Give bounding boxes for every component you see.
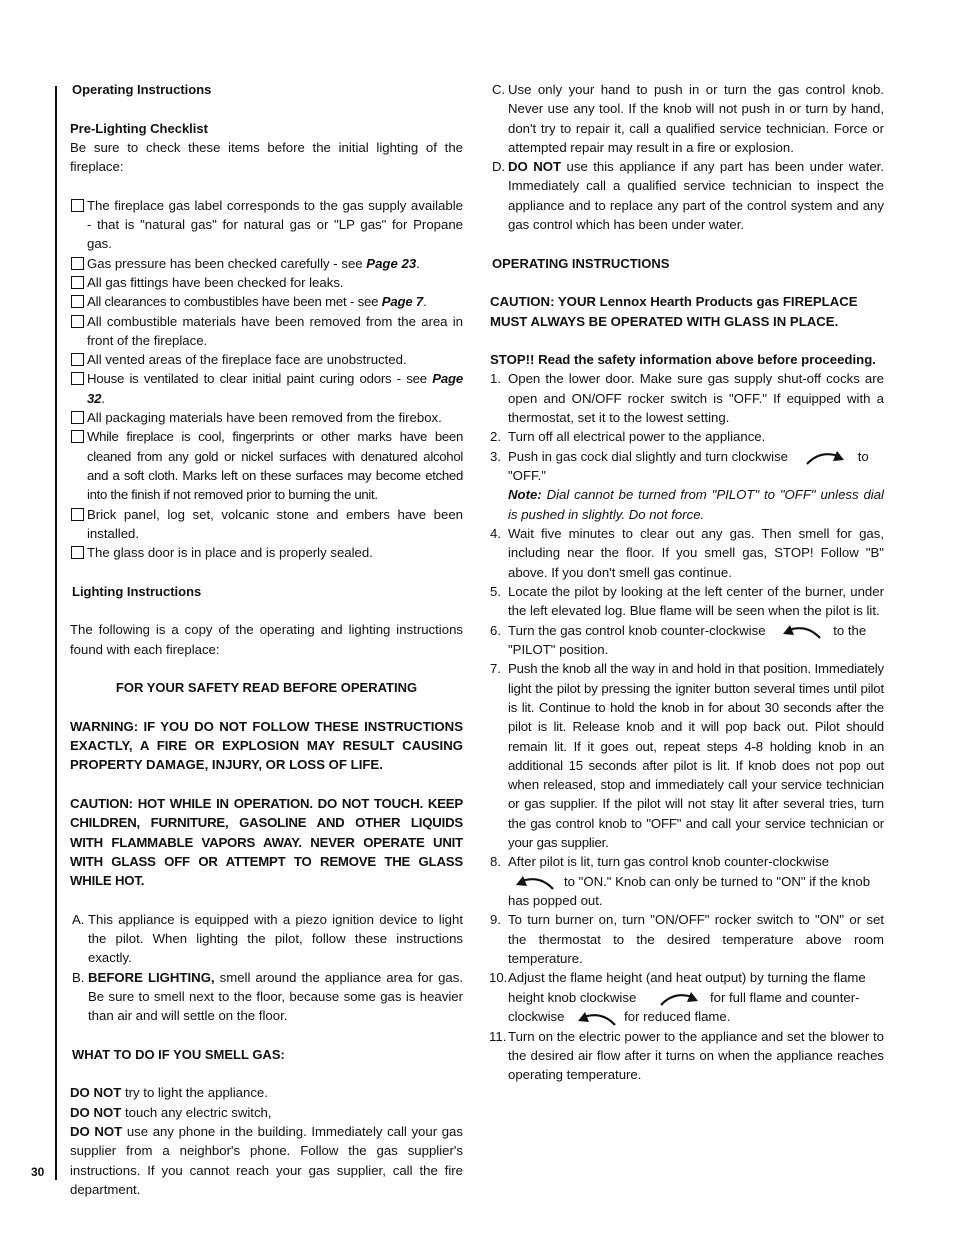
caution-text: CAUTION: YOUR Lennox Hearth Products gas FIREPLACE MUST ALWAYS BE OPERATED WITH GLASS IN PLACE. <box>490 294 858 329</box>
checklist-item: All combustible materials have been removed from the area in front of the fireplace. <box>70 312 463 351</box>
donot-item: DO NOT touch any electric switch, <box>70 1104 272 1120</box>
step-item: 7. Push the knob all the way in and hold in that position. Immediately light the pilot by pressing the igniter button several times until pilot is lit. Continue to hold the knob in for about 30 seconds after the pilot is lit. Release knob and it will pop back out. Pilot should remain lit. If it goes out, repeat steps 4-8 holding knob in an additional 15 seconds after pilot is lit. If knob does not pop out when released, stop and immediately call your service technician or gas supplier. If the pilot will not stay lit after several tries, turn the gas control knob to "OFF" and call your service technician or your gas supplier. <box>490 661 884 851</box>
checkbox-icon[interactable] <box>71 372 84 385</box>
margin-rule <box>55 86 57 1180</box>
left-column <box>70 80 463 1199</box>
checkbox-icon[interactable] <box>71 508 84 521</box>
checklist-item: Brick panel, log set, volcanic stone and embers have been installed. <box>70 505 463 544</box>
lighting-heading: Lighting Instructions <box>72 583 202 599</box>
checkbox-icon[interactable] <box>71 353 84 366</box>
checklist-item: While fireplace is cool, fingerprints or other marks have been cleaned from any gold or nickel surfaces with denatured alcohol and a soft cloth. Marks left on these surfaces may become etched into the finish if not removed prior to burning the unit. <box>70 427 463 504</box>
counter-clockwise-arrow-icon <box>574 1009 618 1027</box>
list-item: C. Use only your hand to push in or turn the gas control knob. Never use any tool. If the knob will not push in or turn by hand, don't try to repair it, call a qualified service technician. Force or attempted repair may result in a fire or explosion. <box>492 82 884 155</box>
checkbox-icon[interactable] <box>71 430 84 443</box>
checkbox-icon[interactable] <box>71 257 84 270</box>
checklist-item: All clearances to combustibles have been met - see Page 7. <box>70 292 463 311</box>
step-item: 2. Turn off all electrical power to the appliance. <box>490 429 766 445</box>
list-item: A. This appliance is equipped with a piezo ignition device to light the pilot. When lighting the pilot, follow these instructions exactly. <box>72 911 463 966</box>
checklist-item: All vented areas of the fireplace face are unobstructed. <box>70 350 463 369</box>
prelight-heading: Pre-Lighting Checklist <box>70 120 208 136</box>
step-item: 10. Adjust the flame height (and heat output) by turning the flame height knob clockwise for full flame and counter-clockwise for reduced flame. <box>490 968 884 1026</box>
checkbox-icon[interactable] <box>71 199 84 212</box>
checklist-item: All packaging materials have been removed from the firebox. <box>70 408 463 427</box>
checkbox-icon[interactable] <box>71 276 84 289</box>
step-item: 11. Turn on the electric power to the appliance and set the blower to the desired air flow after it turns on when the appliance reaches operating temperature. <box>489 1028 884 1083</box>
lighting-intro: The following is a copy of the operating and lighting instructions found with each fireplace: <box>70 622 463 657</box>
stop-text: STOP!! Read the safety information above before proceeding. <box>490 352 876 368</box>
step-item: 1. Open the lower door. Make sure gas supply shut-off cocks are open and ON/OFF rocker switch is "OFF." If equipped with a thermostat, set it to the lowest setting. <box>490 371 884 426</box>
checkbox-icon[interactable] <box>71 315 84 328</box>
counter-clockwise-arrow-icon <box>512 873 556 891</box>
operating-heading: Operating Instructions <box>72 82 212 97</box>
prelight-intro: Be sure to check these items before the initial lighting of the fireplace: <box>70 139 463 175</box>
donot-item: DO NOT use any phone in the building. Immediately call your gas supplier from a neighbor's phone. Follow the gas supplier's instructions. If you cannot reach your gas supplier, call the fire department. <box>70 1124 463 1197</box>
checkbox-icon[interactable] <box>71 295 84 308</box>
right-column <box>490 80 884 1085</box>
step-item: 9. To turn burner on, turn "ON/OFF" rocker switch to "ON" or set the thermostat to the desired temperature above room temperature. <box>490 912 884 967</box>
checklist-item: The fireplace gas label corresponds to the gas supply available - that is "natural gas" for natural gas or "LP gas" for Propane gas. <box>70 196 463 254</box>
donot-item: DO NOT try to light the appliance. <box>70 1085 268 1101</box>
list-item: D. DO NOT use this appliance if any part has been under water. Immediately call a qualified service technician to inspect the appliance and to replace any part of the control system and any gas control which has been under water. <box>492 159 884 233</box>
list-item: B. BEFORE LIGHTING, smell around the appliance area for gas. Be sure to smell next to the floor, because some gas is heavier than air and will settle on the floor. <box>72 969 463 1024</box>
checklist-item: House is ventilated to clear initial paint curing odors - see Page 32. <box>70 369 463 408</box>
page-number: 30 <box>31 1165 45 1179</box>
counter-clockwise-arrow-icon <box>779 622 823 640</box>
checklist-item: All gas fittings have been checked for leaks. <box>70 273 463 292</box>
checkbox-icon[interactable] <box>71 546 84 559</box>
clockwise-arrow-icon <box>804 448 848 466</box>
step-item: 8. After pilot is lit, turn gas control knob counter-clockwise to "ON." Knob can only be turned to "ON" if the knob has popped out. <box>490 854 871 909</box>
step-item: 5. Locate the pilot by looking at the left center of the burner, under the left elevated log. Blue flame will be seen when the pilot is lit. <box>490 583 884 619</box>
checklist-item: Gas pressure has been checked carefully - see Page 23. <box>70 254 463 273</box>
step-item: 4. Wait five minutes to clear out any gas. Then smell for gas, including near the floor. If you smell gas, STOP! Follow "B" above. If you don't smell gas continue. <box>490 526 884 580</box>
step-item: 3. Push in gas cock dial slightly and turn clockwise to "OFF." Note: Dial cannot be turned from "PILOT" to "OFF" unless dial is pushed in slightly. Do not force. <box>490 448 884 522</box>
safety-heading: FOR YOUR SAFETY READ BEFORE OPERATING <box>115 680 418 696</box>
checkbox-icon[interactable] <box>71 411 84 424</box>
warning-text: WARNING: IF YOU DO NOT FOLLOW THESE INSTRUCTIONS EXACTLY, A FIRE OR EXPLOSION MAY RESULT CAUSING PROPERTY DAMAGE, INJURY, OR LOSS OF LIFE. <box>70 718 463 773</box>
operating-instructions-heading: OPERATING INSTRUCTIONS <box>492 255 670 271</box>
clockwise-arrow-icon <box>658 989 702 1007</box>
caution-text: CAUTION: HOT WHILE IN OPERATION. DO NOT TOUCH. KEEP CHILDREN, FURNITURE, GASOLINE AND OTHER LIQUIDS WITH FLAMMABLE VAPORS AWAY. NEVER OPERATE UNIT WITH GLASS OFF OR ATTEMPT TO REMOVE THE GLASS WHILE HOT. <box>70 795 463 889</box>
checklist-item: The glass door is in place and is properly sealed. <box>70 543 463 562</box>
step-item: 6. Turn the gas control knob counter-clockwise to the "PILOT" position. <box>490 622 867 658</box>
smell-gas-heading: WHAT TO DO IF YOU SMELL GAS: <box>72 1046 285 1062</box>
